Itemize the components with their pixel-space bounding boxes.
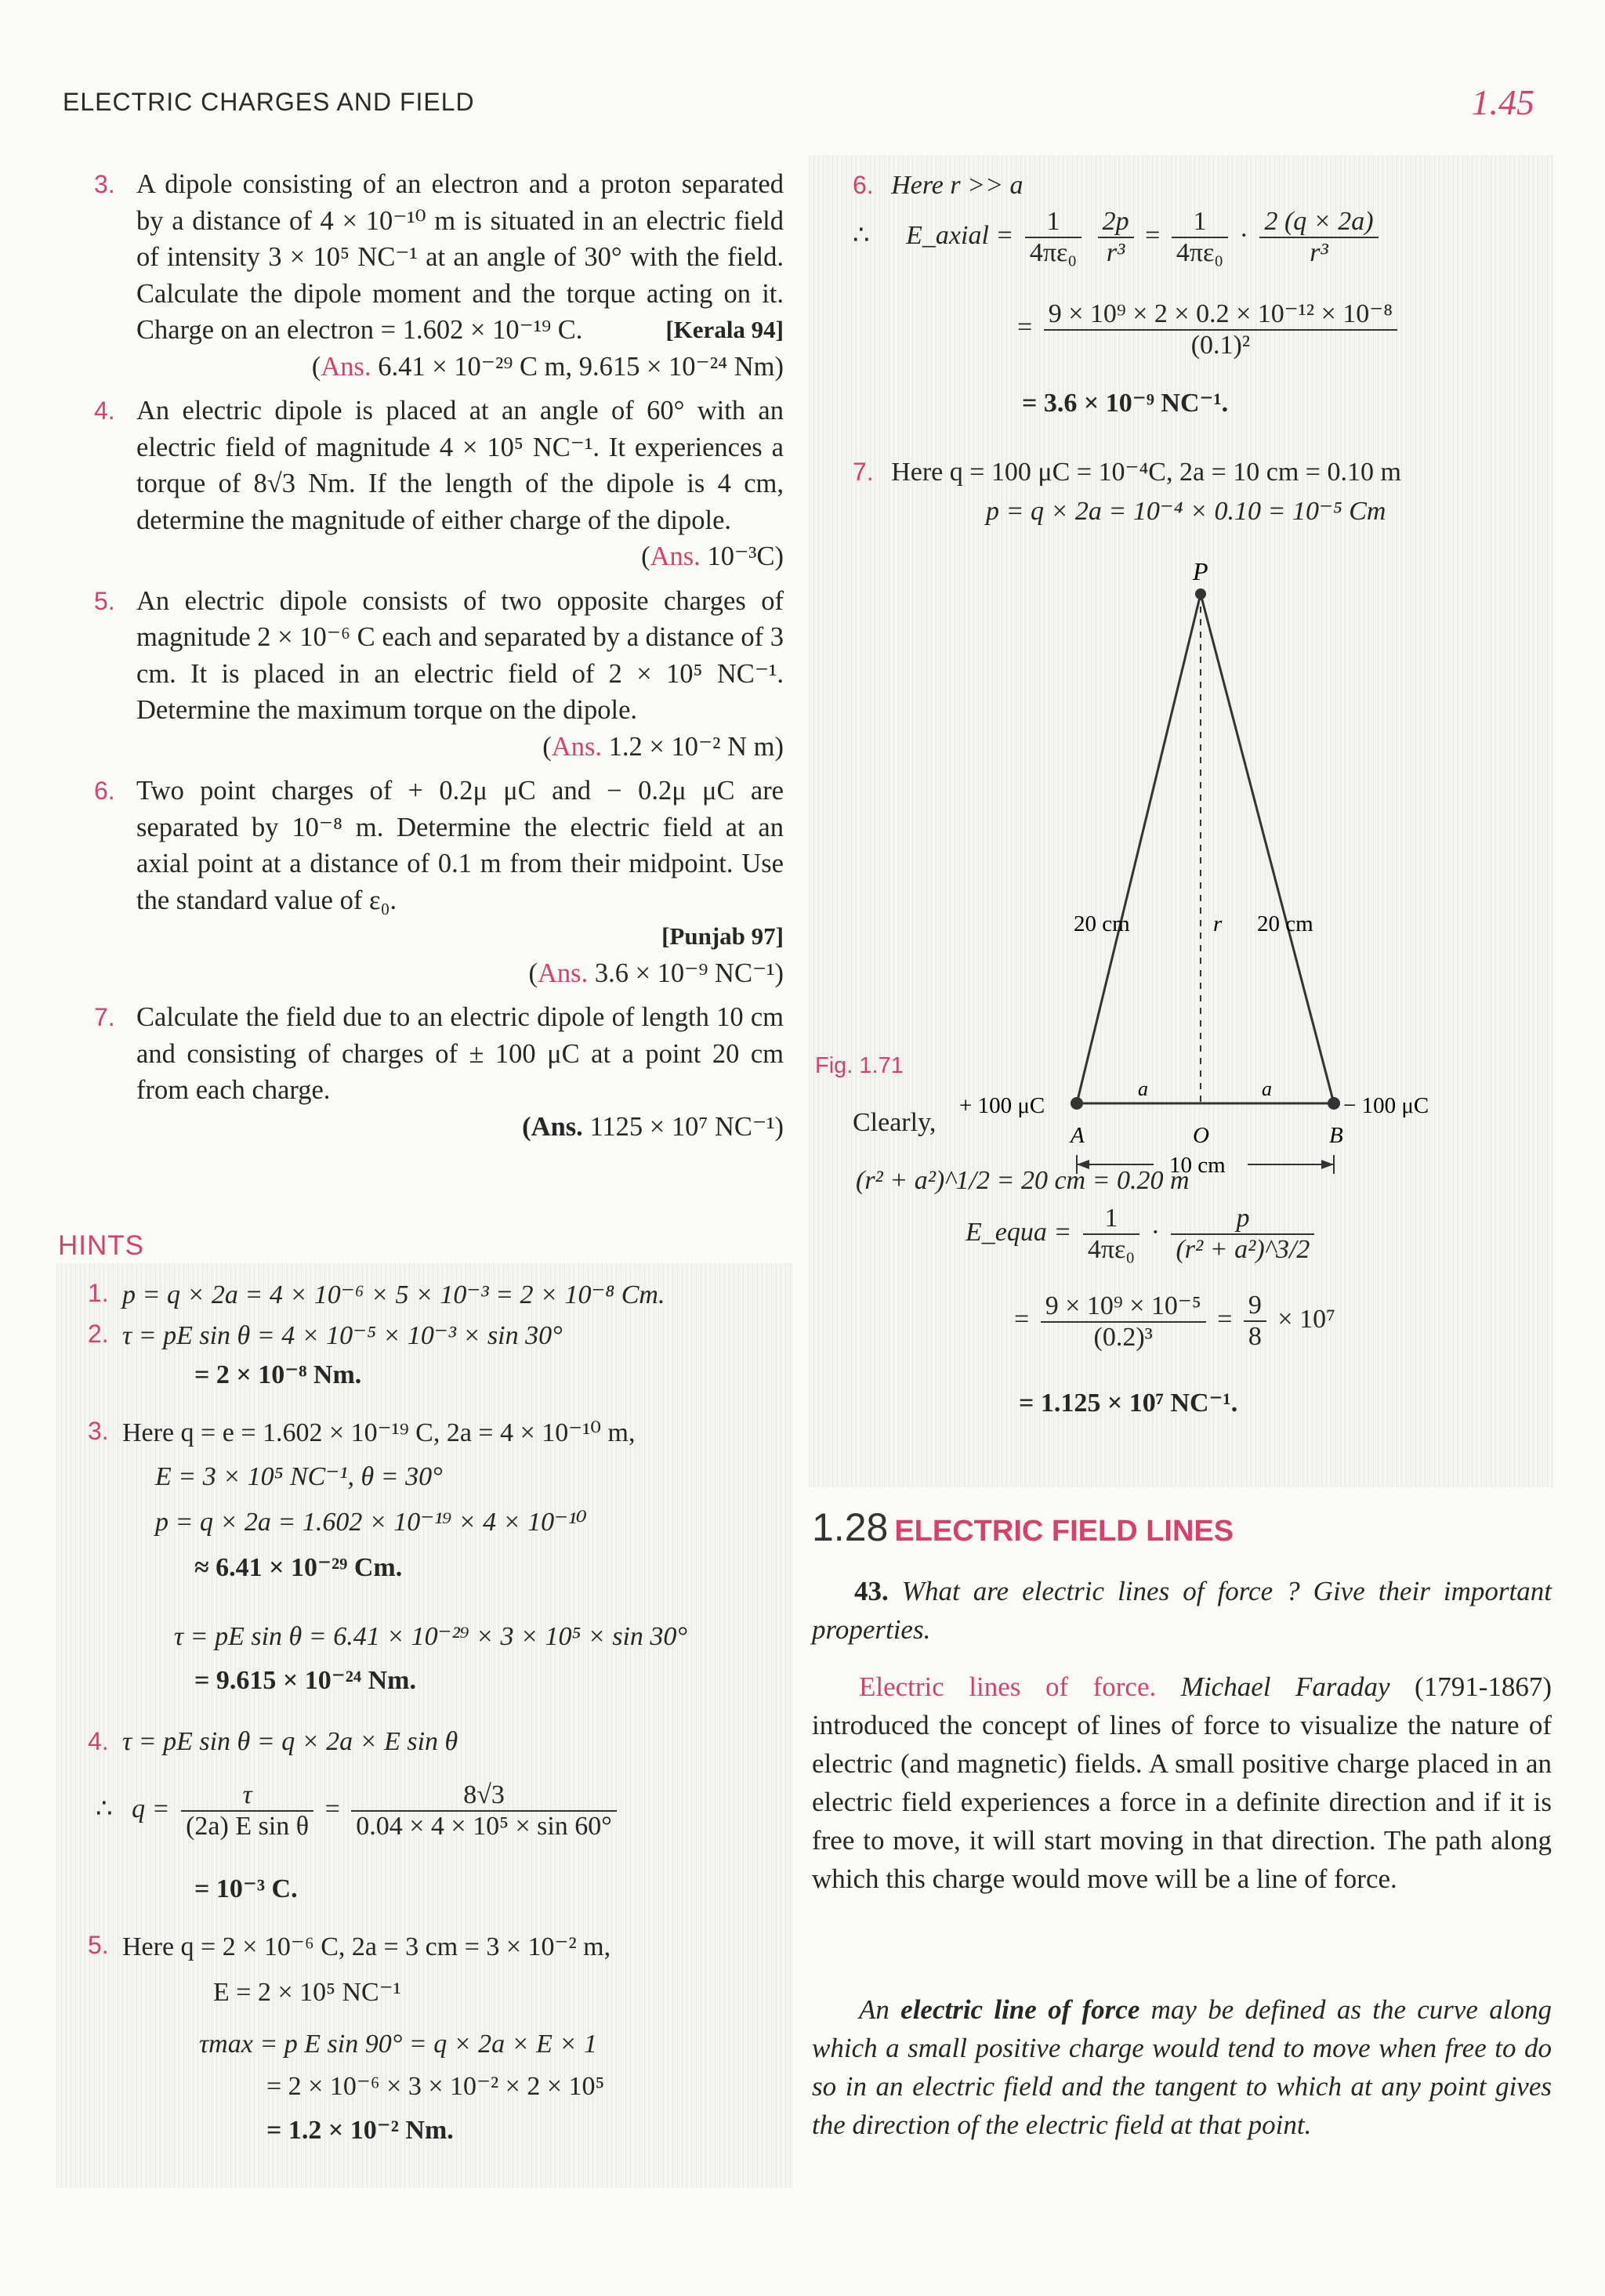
problem-4	[94, 393, 784, 575]
figure-caption: Fig. 1.71	[815, 1053, 904, 1078]
problem-5	[94, 583, 784, 766]
problem-number: 3.	[94, 170, 115, 198]
solution-6-result: = 3.6 × 10⁻⁹ NC⁻¹.	[1022, 389, 1229, 418]
hints-title: HINTS	[58, 1230, 144, 1261]
hint-2-result: = 2 × 10⁻⁸ Nm.	[194, 1360, 362, 1389]
label-charge-right: − 100 μC	[1343, 1093, 1429, 1118]
problem-text: Calculate the field due to an electric dipole of length 10 cm and consisting of charges of ± 100 μC at a point 20 cm from each charge.	[136, 1002, 784, 1105]
equatorial-substitution: = $\frac{\text{9 × 10⁹ × 10⁻⁵}}{\text{(0.2)³}}$ = $\frac{9}{8}$ × 10⁷	[1014, 1291, 1335, 1352]
label-p: P	[1193, 557, 1208, 585]
side-pb	[1201, 594, 1334, 1103]
problem-list	[94, 166, 784, 1153]
label-b-point: B	[1329, 1123, 1343, 1148]
paragraph-definition: An electric line of force may be defined as the curve along which a small positive charge would tend to move when free to do so in an electric field and the tangent to which at any point gives the direction of the electric field at that point.	[812, 1994, 1552, 2140]
point-b	[1328, 1097, 1340, 1110]
distance-equation: (r² + a²)^1/2 = 20 cm = 0.20 m	[856, 1166, 1190, 1195]
solution-7-line2: p = q × 2a = 10⁻⁴ × 0.10 = 10⁻⁵ Cm	[986, 497, 1386, 526]
equatorial-result: = 1.125 × 10⁷ NC⁻¹.	[1019, 1389, 1238, 1418]
hint-4-result: = 10⁻³ C.	[194, 1874, 298, 1903]
hint-5: 5. Here q = 2 × 10⁻⁶ C, 2a = 3 cm = 3 × 10⁻² m,	[88, 1931, 611, 1961]
hint-3: 3. Here q = e = 1.602 × 10⁻¹⁹ C, 2a = 4 × 10⁻¹⁰ m,	[88, 1417, 636, 1447]
hint-4: 4. τ = pE sin θ = q × 2a × E sin θ	[88, 1727, 458, 1756]
problem-answer: (Ans. 6.41 × 10⁻²⁹ C m, 9.615 × 10⁻²⁴ Nm)	[311, 351, 784, 382]
solution-6-axial: ∴ E_axial = $\frac{1}{\text{4πε₀}}$ $\frac{2p}{\text{r³}}$ = $\frac{1}{\text{4πε₀}}$ · $\frac{2 (q \times 2a)}{\text{r³}}$	[853, 207, 1383, 268]
problem-text: An electric dipole is placed at an angle of 60° with an electric field of magnitude 4 × 10⁵ NC⁻¹. It experiences a torque of 8√3 Nm. If the length of the dipole is 4 cm, determine the magnitude of either charge of the dipole.	[136, 396, 784, 535]
hint-5-line3: τmax = p E sin 90° = q × 2a × E × 1	[199, 2030, 597, 2059]
hint-5-line5: = 1.2 × 10⁻² Nm.	[266, 2116, 454, 2145]
point-a	[1071, 1097, 1083, 1110]
problem-answer: (Ans. 1.2 × 10⁻² N m)	[542, 731, 784, 762]
label-a-left: a	[1138, 1077, 1148, 1100]
problem-3	[94, 166, 784, 385]
question-43: 43. What are electric lines of force ? Give their important properties.	[812, 1576, 1552, 1645]
side-pa	[1077, 594, 1201, 1103]
paragraph-lines-of-force: Electric lines of force. Michael Faraday (1791-1867) introduced the concept of lines of force to visualize the nature of electric (and magnetic) fields. A small positive charge placed in an electric field experiences a force in a definite direction and if it is free to move, it will start moving in that direction. The path along which this charge would move will be a line of force.	[812, 1671, 1552, 1894]
solutions-box	[809, 155, 1553, 1487]
problem-number: 7.	[94, 1003, 115, 1031]
hints-box	[56, 1263, 793, 2188]
problem-6	[94, 773, 784, 991]
label-a-right: a	[1262, 1077, 1272, 1100]
hint-5-line4: = 2 × 10⁻⁶ × 3 × 10⁻² × 2 × 10⁵	[266, 2072, 605, 2101]
solution-6-substitution: = $\frac{\text{9 × 10⁹ × 2 × 0.2 × 10⁻¹² × 10⁻⁸}}{\text{(0.1)²}}$	[1017, 298, 1402, 360]
hint-3-line2: E = 3 × 10⁵ NC⁻¹, θ = 30°	[155, 1462, 443, 1491]
problem-answer: (Ans. 1125 × 10⁷ NC⁻¹)	[522, 1111, 784, 1142]
hint-3-line3: p = q × 2a = 1.602 × 10⁻¹⁹ × 4 × 10⁻¹⁰	[155, 1508, 587, 1537]
hint-1: 1. p = q × 2a = 4 × 10⁻⁶ × 5 × 10⁻³ = 2 × 10⁻⁸ Cm.	[88, 1279, 665, 1309]
hint-5-line2: E = 2 × 10⁵ NC⁻¹	[213, 1978, 401, 2007]
point-p	[1195, 588, 1206, 599]
hint-3-line6: = 9.615 × 10⁻²⁴ Nm.	[194, 1666, 416, 1695]
hint-2: 2. τ = pE sin θ = 4 × 10⁻⁵ × 10⁻³ × sin 30°	[88, 1320, 563, 1350]
problem-text: Two point charges of + 0.2μ μC and − 0.2μ μC are separated by 10⁻⁸ m. Determine the electric field at an axial point at a distance of 0.1 m from their midpoint. Use the standard value of ε₀.	[136, 776, 784, 915]
problem-number: 5.	[94, 586, 115, 615]
label-side-right: 20 cm	[1257, 911, 1313, 936]
solution-7-head: 7. Here q = 100 μC = 10⁻⁴C, 2a = 10 cm = 0.10 m	[853, 458, 1401, 487]
problem-answer: (Ans. 10⁻³C)	[641, 541, 784, 571]
problem-text: A dipole consisting of an electron and a proton separated by a distance of 4 × 10⁻¹⁰ m is situated in an electric field of intensity 3 × 10⁵ NC⁻¹ at an angle of 30° with the field. Calculate the dipole moment and the torque acting on it. Charge on an electron = 1.602 × 10⁻¹⁹ C.	[136, 169, 784, 345]
chapter-header: ELECTRIC CHARGES AND FIELD	[63, 88, 475, 116]
label-a-point: A	[1071, 1123, 1085, 1148]
solution-6-head: 6. Here r >> a	[853, 171, 1024, 200]
problem-answer: (Ans. 3.6 × 10⁻⁹ NC⁻¹)	[528, 958, 784, 988]
section-title: ELECTRIC FIELD LINES	[894, 1515, 1234, 1548]
label-charge-left: + 100 μC	[959, 1093, 1045, 1118]
label-side-left: 20 cm	[1074, 911, 1130, 936]
section-heading	[812, 1505, 1234, 1550]
hint-4-fraction: ∴ q = $\frac{\tau}{\text{(2a) E sin θ}}$ = $\frac{8√3}{\text{0.04 × 4 × 10⁵ × sin 60°}}$	[96, 1780, 621, 1842]
problem-number: 4.	[94, 397, 115, 425]
equatorial-field-formula: E_equa = $\frac{1}{\text{4πε₀}}$ · $\frac{p}{\text{(r² + a²)\textasciicircum{}3/2}}$	[966, 1204, 1319, 1265]
problem-reference: [Kerala 94]	[665, 316, 784, 343]
problem-7	[94, 999, 784, 1145]
problem-text: An electric dipole consists of two opposite charges of magnitude 2 × 10⁻⁶ C each and separated by a distance of 3 cm. It is placed in an electric field of 2 × 10⁵ NC⁻¹. Determine the maximum torque on the dipole.	[136, 585, 784, 725]
hint-3-line5: τ = pE sin θ = 6.41 × 10⁻²⁹ × 3 × 10⁵ × sin 30°	[174, 1622, 688, 1651]
problem-reference: [Punjab 97]	[661, 922, 784, 950]
label-o-point: O	[1193, 1123, 1209, 1148]
label-r: r	[1213, 911, 1223, 936]
page-number: 1.45	[1471, 82, 1534, 122]
hint-3-line4: ≈ 6.41 × 10⁻²⁹ Cm.	[194, 1553, 403, 1582]
dipole-triangle-figure	[911, 539, 1459, 1190]
problem-number: 6.	[94, 777, 115, 805]
section-number: 1.28	[812, 1505, 889, 1549]
label-length: 10 cm	[1169, 1153, 1226, 1178]
clearly-label: Clearly,	[853, 1108, 937, 1137]
